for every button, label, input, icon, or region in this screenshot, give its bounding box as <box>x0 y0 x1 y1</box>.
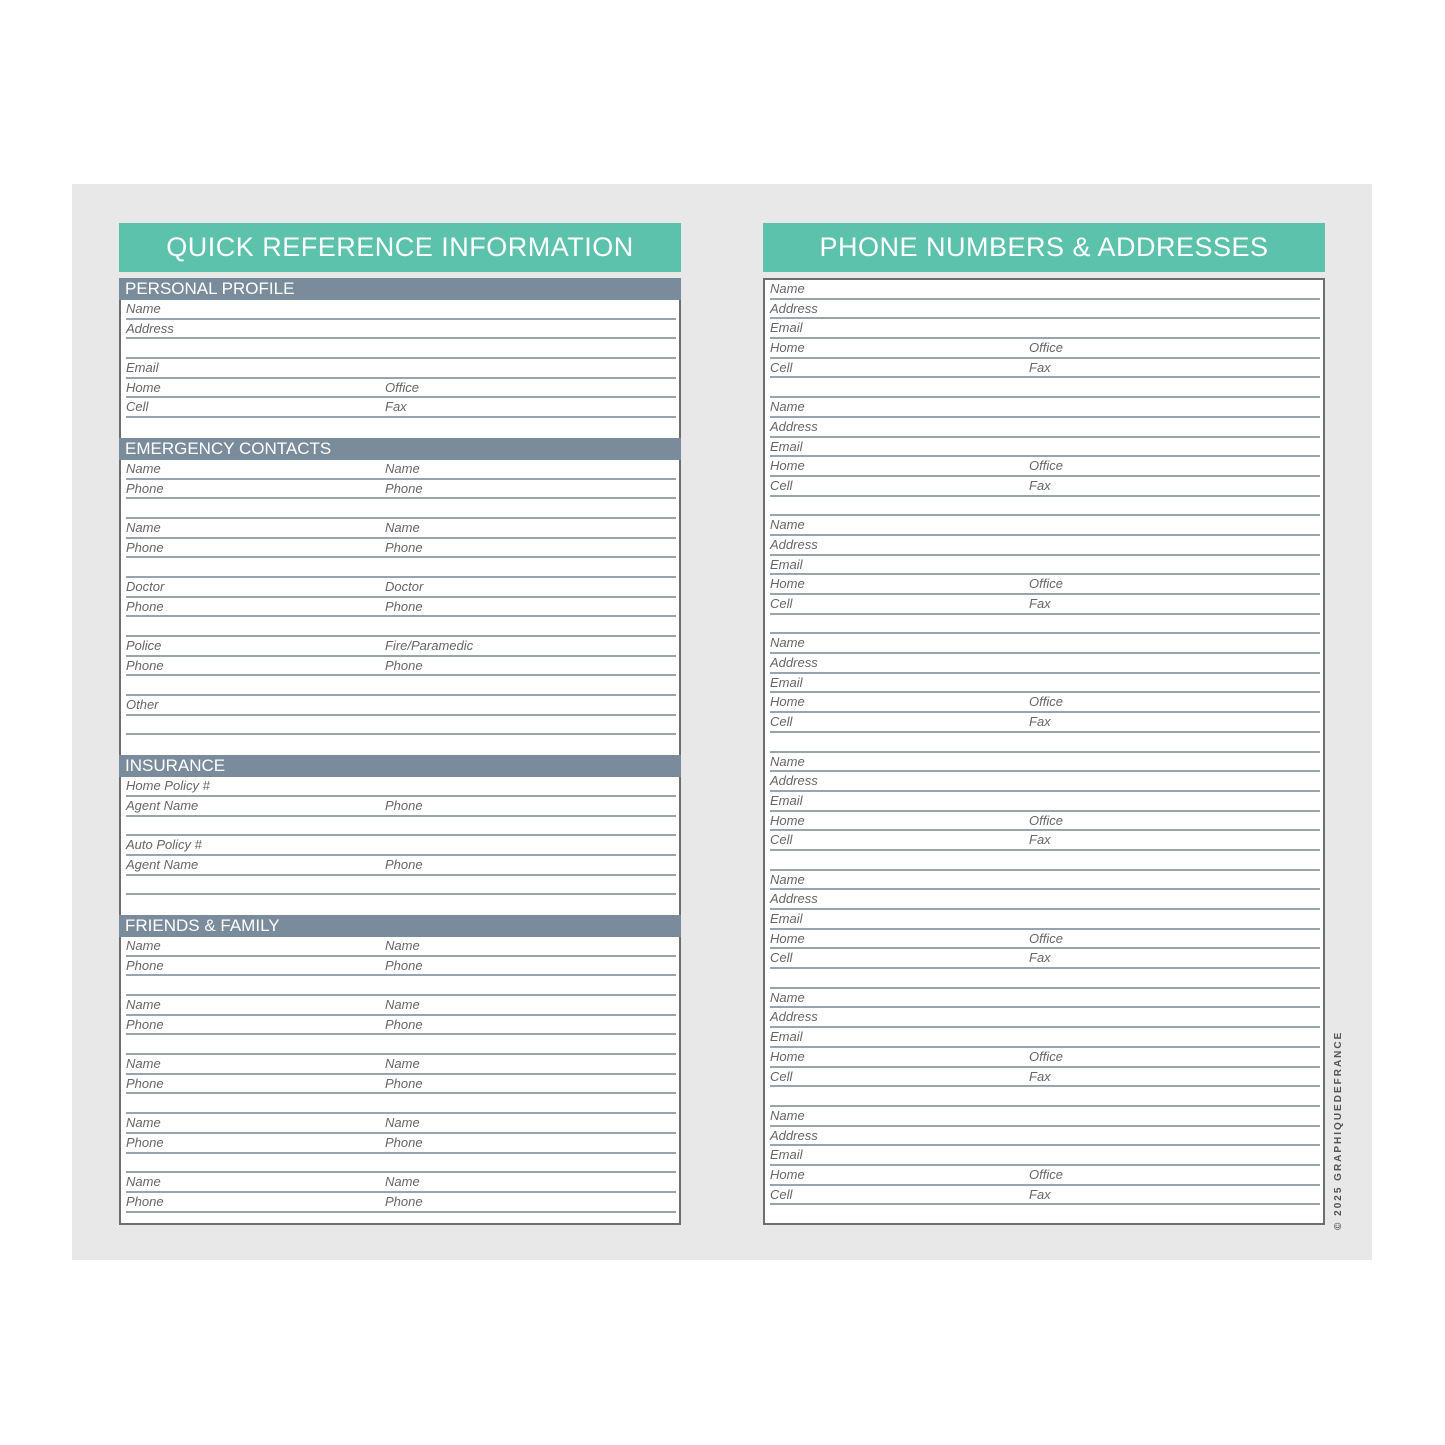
blank-line[interactable] <box>126 895 676 915</box>
field-label: Name <box>385 1115 420 1131</box>
page-title: QUICK REFERENCE INFORMATION <box>119 223 681 272</box>
field-address[interactable] <box>770 654 1320 674</box>
field-name[interactable] <box>126 1114 676 1134</box>
field-label: Name <box>770 281 805 296</box>
field-address[interactable] <box>770 1008 1320 1028</box>
section-header-personal-profile: PERSONAL PROFILE <box>119 278 681 300</box>
field-label: Police <box>126 638 162 653</box>
field-label: Cell <box>770 596 793 611</box>
blank-line[interactable] <box>770 615 1320 635</box>
blank-line[interactable] <box>126 418 676 438</box>
blank-line[interactable] <box>126 1154 676 1174</box>
field-home[interactable] <box>770 457 1320 477</box>
field-label: Name <box>126 301 161 316</box>
field-label: Name <box>126 1056 161 1072</box>
blank-line[interactable] <box>126 876 676 896</box>
blank-line[interactable] <box>126 716 676 736</box>
field-label: Phone <box>126 1016 164 1032</box>
field-label: Address <box>770 1127 818 1143</box>
field-label: Cell <box>770 832 793 848</box>
quick-reference-page <box>119 223 681 1225</box>
field-label: Home <box>770 694 805 710</box>
section-header-insurance: INSURANCE <box>119 755 681 777</box>
field-cell[interactable] <box>770 477 1320 497</box>
field-name[interactable] <box>770 280 1320 300</box>
blank-line[interactable] <box>770 378 1320 398</box>
field-label: Office <box>1029 930 1063 946</box>
field-label: Home <box>770 930 805 946</box>
field-label: Office <box>1029 1166 1063 1182</box>
field-email[interactable] <box>770 674 1320 694</box>
field-label: Name <box>126 519 161 535</box>
field-agent-name[interactable] <box>126 797 676 817</box>
field-label: Name <box>385 460 420 476</box>
phone-addresses-page <box>763 223 1325 1225</box>
blank-line[interactable] <box>126 1094 676 1114</box>
field-label: Phone <box>126 1134 164 1150</box>
field-cell[interactable] <box>770 949 1320 969</box>
field-label: Phone <box>385 957 423 973</box>
section-header-friends-family: FRIENDS & FAMILY <box>119 915 681 937</box>
field-phone[interactable] <box>126 1075 676 1095</box>
field-label: Phone <box>126 1075 164 1091</box>
field-label: Phone <box>385 1134 423 1150</box>
field-label: Email <box>770 438 803 454</box>
field-label: Office <box>1029 694 1063 710</box>
blank-line[interactable] <box>770 497 1320 517</box>
blank-line[interactable] <box>126 735 676 755</box>
field-label: Address <box>770 891 818 907</box>
field-label: Home Policy # <box>126 778 210 794</box>
field-label: Cell <box>770 714 793 730</box>
field-label: Phone <box>385 480 423 496</box>
field-name[interactable] <box>126 300 676 320</box>
field-name[interactable] <box>770 989 1320 1009</box>
field-name[interactable] <box>126 937 676 957</box>
field-label: Cell <box>770 359 793 375</box>
blank-line[interactable] <box>770 969 1320 989</box>
field-label: Phone <box>126 1193 164 1209</box>
field-cell[interactable] <box>770 595 1320 615</box>
field-label: Address <box>770 418 818 434</box>
field-name[interactable] <box>126 1055 676 1075</box>
field-label: Doctor <box>385 578 424 594</box>
copyright-notice: © 2025 GRAPHIQUEDEFRANCE <box>1333 1030 1344 1230</box>
field-home[interactable] <box>770 693 1320 713</box>
field-doctor[interactable] <box>126 578 676 598</box>
field-name[interactable] <box>126 1173 676 1193</box>
blank-line[interactable] <box>770 1205 1320 1225</box>
field-label: Name <box>385 1174 420 1190</box>
field-address[interactable] <box>770 418 1320 438</box>
field-label: Phone <box>385 1075 423 1091</box>
blank-line[interactable] <box>126 558 676 578</box>
field-name[interactable] <box>126 519 676 539</box>
field-cell[interactable] <box>126 398 676 418</box>
field-label: Name <box>770 399 805 415</box>
field-cell[interactable] <box>770 713 1320 733</box>
field-address[interactable] <box>770 772 1320 792</box>
field-label: Home <box>770 458 805 474</box>
field-label: Auto Policy # <box>126 837 202 853</box>
field-email[interactable] <box>770 1146 1320 1166</box>
field-label: Name <box>126 1115 161 1131</box>
field-label: Name <box>385 937 420 953</box>
field-label: Cell <box>126 399 149 415</box>
blank-line[interactable] <box>770 851 1320 871</box>
blank-line[interactable] <box>770 1087 1320 1107</box>
blank-line[interactable] <box>126 339 676 359</box>
field-label: Name <box>126 460 161 476</box>
field-name[interactable] <box>770 871 1320 891</box>
field-cell[interactable] <box>770 1186 1320 1206</box>
field-home[interactable] <box>770 930 1320 950</box>
field-label: Phone <box>126 957 164 973</box>
blank-line[interactable] <box>770 733 1320 753</box>
blank-line[interactable] <box>126 1213 676 1233</box>
field-address[interactable] <box>126 320 676 340</box>
quick-reference-form <box>119 278 681 1225</box>
field-home[interactable] <box>770 339 1320 359</box>
field-other[interactable] <box>126 696 676 716</box>
field-label: Name <box>770 1107 805 1123</box>
field-label: Fax <box>1029 359 1051 375</box>
section-header-emergency-contacts: EMERGENCY CONTACTS <box>119 438 681 460</box>
field-home[interactable] <box>770 1166 1320 1186</box>
field-label: Email <box>770 556 803 572</box>
field-email[interactable] <box>126 359 676 379</box>
field-label: Home <box>770 340 805 356</box>
field-label: Cell <box>770 950 793 966</box>
field-phone[interactable] <box>126 598 676 618</box>
field-phone[interactable] <box>126 1193 676 1213</box>
field-label: Address <box>770 1009 818 1025</box>
field-label: Address <box>770 773 818 789</box>
field-label: Email <box>770 911 803 926</box>
field-address[interactable] <box>770 1127 1320 1147</box>
field-label: Email <box>770 1029 803 1045</box>
field-email[interactable] <box>770 556 1320 576</box>
field-label: Email <box>770 1147 803 1163</box>
field-label: Office <box>1029 812 1063 828</box>
field-label: Phone <box>385 657 423 673</box>
field-label: Fax <box>1029 950 1051 966</box>
field-label: Phone <box>385 539 423 555</box>
field-label: Email <box>770 792 803 808</box>
field-label: Agent Name <box>126 797 199 813</box>
blank-line[interactable] <box>126 1035 676 1055</box>
field-label: Name <box>770 517 805 533</box>
field-label: Email <box>126 360 159 376</box>
field-label: Fax <box>1029 1186 1051 1202</box>
field-label: Fax <box>1029 596 1051 611</box>
field-label: Name <box>385 519 420 535</box>
field-label: Phone <box>385 797 423 813</box>
field-label: Fax <box>1029 714 1051 730</box>
field-label: Phone <box>385 1016 423 1032</box>
field-label: Fax <box>385 399 407 415</box>
field-label: Home <box>770 1048 805 1064</box>
field-auto-policy[interactable] <box>126 836 676 856</box>
field-email[interactable] <box>770 1028 1320 1048</box>
field-label: Home <box>770 576 805 592</box>
field-home[interactable] <box>126 379 676 399</box>
field-label: Phone <box>126 657 164 673</box>
field-name[interactable] <box>770 516 1320 536</box>
field-email[interactable] <box>770 319 1320 339</box>
field-label: Address <box>770 655 818 671</box>
blank-line[interactable] <box>126 617 676 637</box>
field-phone[interactable] <box>126 539 676 559</box>
field-home[interactable] <box>770 812 1320 832</box>
field-label: Phone <box>385 598 423 614</box>
field-label: Email <box>770 674 803 690</box>
field-label: Phone <box>385 1193 423 1209</box>
field-name[interactable] <box>770 634 1320 654</box>
field-home[interactable] <box>770 1048 1320 1068</box>
field-name[interactable] <box>126 996 676 1016</box>
field-name[interactable] <box>770 398 1320 418</box>
field-label: Office <box>1029 458 1063 474</box>
field-police[interactable] <box>126 637 676 657</box>
field-label: Name <box>385 997 420 1012</box>
field-label: Home <box>126 379 161 395</box>
field-label: Email <box>770 320 803 336</box>
field-label: Cell <box>770 1186 793 1202</box>
field-name[interactable] <box>126 460 676 480</box>
field-address[interactable] <box>770 300 1320 320</box>
field-name[interactable] <box>770 753 1320 773</box>
field-label: Phone <box>126 539 164 555</box>
field-label: Name <box>385 1056 420 1072</box>
field-label: Name <box>126 1174 161 1190</box>
field-cell[interactable] <box>770 831 1320 851</box>
field-label: Cell <box>770 477 793 493</box>
field-address[interactable] <box>770 890 1320 910</box>
field-label: Address <box>770 300 818 316</box>
field-cell[interactable] <box>770 359 1320 379</box>
field-address[interactable] <box>770 536 1320 556</box>
field-label: Name <box>770 871 805 887</box>
field-home[interactable] <box>770 575 1320 595</box>
field-email[interactable] <box>770 910 1320 930</box>
field-label: Phone <box>126 598 164 614</box>
blank-line[interactable] <box>126 976 676 996</box>
field-label: Address <box>126 320 174 336</box>
field-phone[interactable] <box>126 480 676 500</box>
field-label: Fax <box>1029 832 1051 848</box>
field-label: Fire/Paramedic <box>385 638 474 653</box>
field-label: Phone <box>126 480 164 496</box>
address-book-form <box>763 278 1325 1225</box>
blank-line[interactable] <box>126 817 676 837</box>
field-agent-name[interactable] <box>126 856 676 876</box>
field-phone[interactable] <box>126 1016 676 1036</box>
blank-line[interactable] <box>126 676 676 696</box>
field-label: Name <box>770 635 805 651</box>
field-label: Name <box>126 937 161 953</box>
field-label: Office <box>1029 576 1063 592</box>
field-label: Name <box>770 753 805 769</box>
field-cell[interactable] <box>770 1068 1320 1088</box>
field-label: Office <box>1029 1048 1063 1064</box>
field-email[interactable] <box>770 792 1320 812</box>
field-home-policy[interactable] <box>126 777 676 797</box>
field-phone[interactable] <box>126 1134 676 1154</box>
field-label: Name <box>770 989 805 1005</box>
field-label: Fax <box>1029 477 1051 493</box>
field-phone[interactable] <box>126 957 676 977</box>
field-name[interactable] <box>770 1107 1320 1127</box>
field-label: Home <box>770 1166 805 1182</box>
field-label: Office <box>385 379 419 395</box>
field-phone[interactable] <box>126 657 676 677</box>
field-label: Office <box>1029 340 1063 356</box>
page-title: PHONE NUMBERS & ADDRESSES <box>763 223 1325 272</box>
field-label: Other <box>126 697 159 713</box>
field-label: Name <box>126 997 161 1012</box>
field-email[interactable] <box>770 438 1320 458</box>
blank-line[interactable] <box>126 499 676 519</box>
field-label: Cell <box>770 1068 793 1084</box>
field-label: Fax <box>1029 1068 1051 1084</box>
field-label: Phone <box>385 856 423 872</box>
field-label: Doctor <box>126 578 165 594</box>
field-label: Agent Name <box>126 856 199 872</box>
field-label: Home <box>770 812 805 828</box>
field-label: Address <box>770 536 818 552</box>
